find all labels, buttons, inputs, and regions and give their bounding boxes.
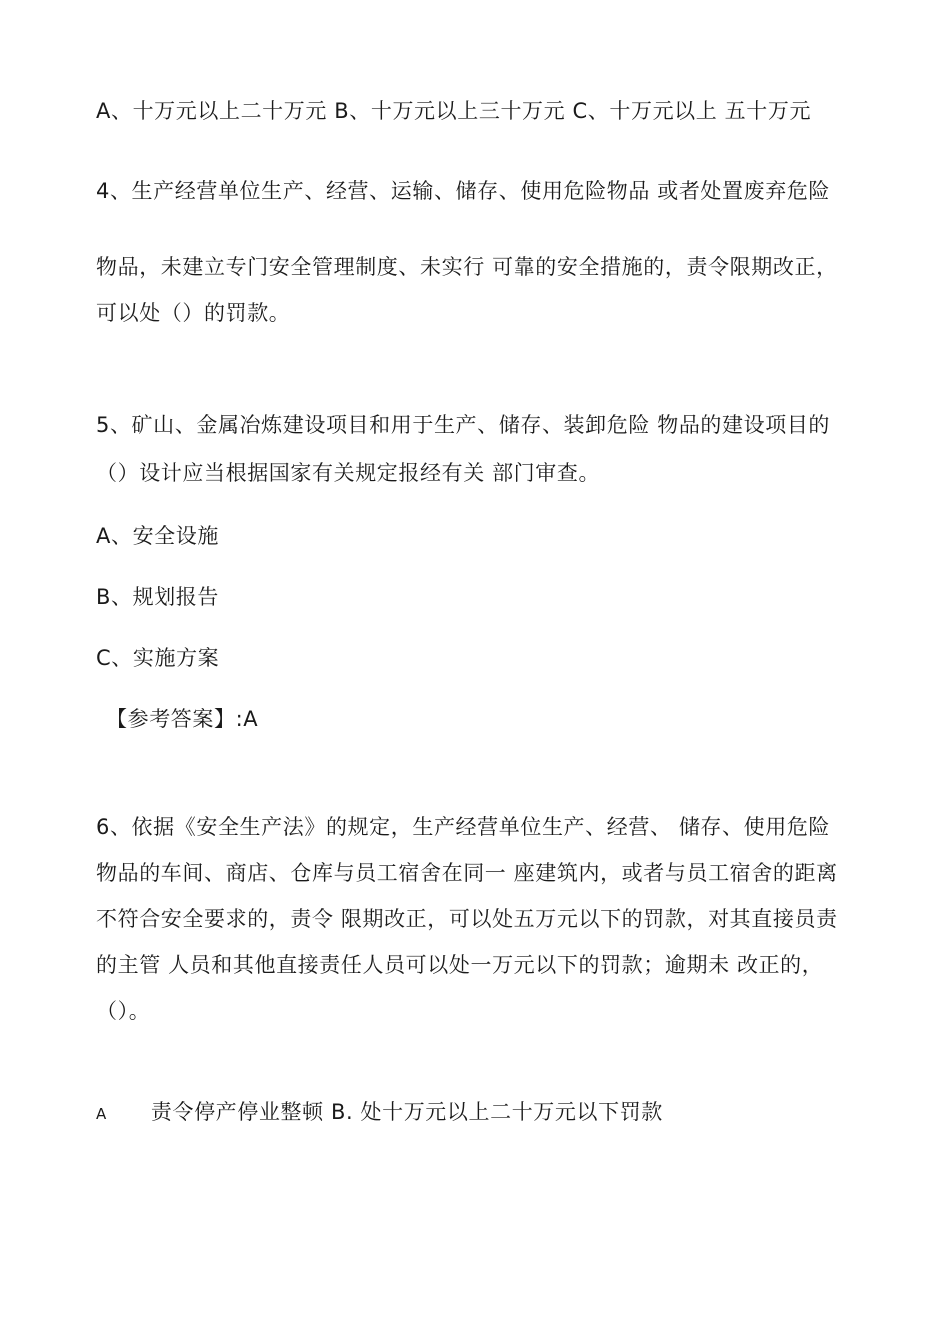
q6-line-5: （）。 xyxy=(96,999,151,1023)
q6-line-4: 的主管 人员和其他直接责任人员可以处一万元以下的罚款；逾期未 改正的， xyxy=(96,953,824,977)
q3-options-line: A、十万元以上二十万元 B、十万元以上三十万元 C、十万元以上 五十万元 xyxy=(96,99,812,123)
q5-line-2: （）设计应当根据国家有关规定报经有关 部门审查。 xyxy=(96,461,601,485)
q6-line-2: 物品的车间、商店、仓库与员工宿舍在同一 座建筑内，或者与员工宿舍的距离 xyxy=(96,861,838,885)
q6-line-1: 6、依据《安全生产法》的规定，生产经营单位生产、经营、 储存、使用危险 xyxy=(96,815,831,839)
q6-options-line xyxy=(96,1097,663,1129)
q6-option-a-letter: A xyxy=(96,1105,107,1123)
q5-option-c: C、实施方案 xyxy=(96,646,220,670)
q5-option-a: A、安全设施 xyxy=(96,524,219,548)
q4-line-1: 4、生产经营单位生产、经营、运输、储存、使用危险物品 或者处置废弃危险 xyxy=(96,179,831,203)
q5-option-b: B、规划报告 xyxy=(96,585,220,609)
q5-answer: 【参考答案】:A xyxy=(106,707,259,731)
q6-line-3: 不符合安全要求的，责令 限期改正，可以处五万元以下的罚款，对其直接员责 xyxy=(96,907,838,931)
q5-line-1: 5、矿山、金属冶炼建设项目和用于生产、储存、装卸危险 物品的建设项目的 xyxy=(96,413,831,437)
q4-line-3: 可以处（）的罚款。 xyxy=(96,301,291,325)
q6-option-text: 责令停产停业整顿 B. 处十万元以上二十万元以下罚款 xyxy=(150,1100,663,1124)
q4-line-2: 物品，未建立专门安全管理制度、未实行 可靠的安全措施的，责令限期改正， xyxy=(96,255,838,279)
